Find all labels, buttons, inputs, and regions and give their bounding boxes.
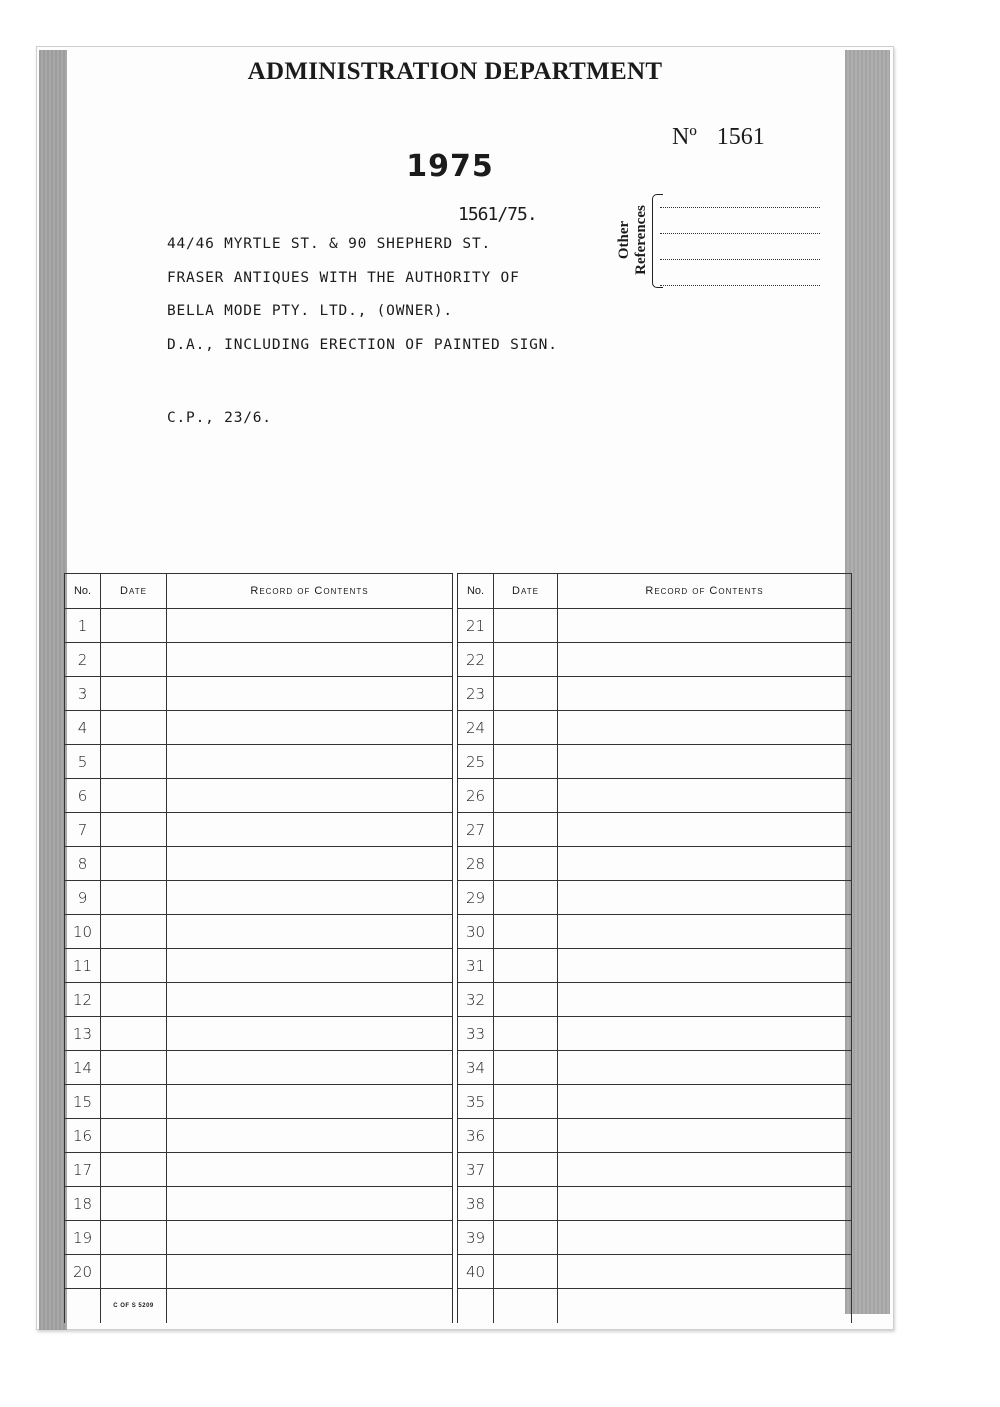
description-line: 44/46 MYRTLE ST. & 90 SHEPHERD ST. (167, 236, 492, 252)
date-cell[interactable] (494, 677, 558, 711)
table-row (65, 847, 852, 881)
row-number: 13 (65, 1017, 101, 1051)
contents-cell[interactable] (558, 711, 852, 745)
header-contents: Record of Contents (167, 574, 453, 609)
contents-cell[interactable] (558, 1187, 852, 1221)
header-no: No. (458, 574, 494, 609)
file-number (672, 124, 765, 151)
table-row (65, 1187, 852, 1221)
contents-cell[interactable] (167, 1187, 453, 1221)
file-reference: 1561/75. (458, 204, 537, 225)
other-references-block (612, 190, 660, 290)
printer-mark-cell (101, 1289, 167, 1324)
date-cell[interactable] (494, 949, 558, 983)
table-row (65, 779, 852, 813)
row-number: 4 (65, 711, 101, 745)
row-number: 2 (65, 643, 101, 677)
row-number: 30 (458, 915, 494, 949)
description-line: FRASER ANTIQUES WITH THE AUTHORITY OF (167, 270, 520, 286)
contents-cell[interactable] (558, 1255, 852, 1289)
date-cell[interactable] (494, 983, 558, 1017)
header-no: No. (65, 574, 101, 609)
date-cell[interactable] (101, 983, 167, 1017)
date-cell[interactable] (494, 1017, 558, 1051)
contents-cell[interactable] (167, 1153, 453, 1187)
contents-cell[interactable] (558, 779, 852, 813)
file-number-value: 1561 (716, 124, 765, 150)
table-row (65, 643, 852, 677)
date-cell[interactable] (494, 915, 558, 949)
contents-cell[interactable] (558, 1153, 852, 1187)
row-number: 6 (65, 779, 101, 813)
date-cell[interactable] (101, 609, 167, 643)
contents-cell[interactable] (167, 1255, 453, 1289)
row-number: 9 (65, 881, 101, 915)
brace-icon (652, 194, 663, 288)
department-title: ADMINISTRATION DEPARTMENT (247, 58, 663, 85)
other-references-label: Other References (616, 205, 649, 275)
contents-cell[interactable] (558, 1051, 852, 1085)
row-number: 22 (458, 643, 494, 677)
council-reference: C.P., 23/6. (167, 410, 272, 426)
contents-cell[interactable] (558, 813, 852, 847)
binding-strip-left (39, 50, 67, 1330)
date-cell[interactable] (101, 1221, 167, 1255)
row-number: 27 (458, 813, 494, 847)
table-row (65, 1255, 852, 1289)
contents-cell[interactable] (167, 881, 453, 915)
date-cell[interactable] (494, 1119, 558, 1153)
table-row (65, 711, 852, 745)
date-cell[interactable] (494, 745, 558, 779)
reference-line[interactable] (660, 259, 820, 260)
row-number: 24 (458, 711, 494, 745)
date-cell[interactable] (101, 1187, 167, 1221)
contents-cell[interactable] (558, 1085, 852, 1119)
contents-cell[interactable] (167, 813, 453, 847)
reference-line[interactable] (660, 285, 820, 286)
description-line: D.A., INCLUDING ERECTION OF PAINTED SIGN. (167, 337, 558, 353)
blank-cell (458, 1289, 494, 1324)
date-cell[interactable] (494, 1085, 558, 1119)
row-number: 40 (458, 1255, 494, 1289)
row-number: 35 (458, 1085, 494, 1119)
row-number: 23 (458, 677, 494, 711)
table-row (65, 1289, 852, 1324)
contents-cell[interactable] (167, 711, 453, 745)
table-row (65, 949, 852, 983)
table-row (65, 1221, 852, 1255)
date-cell[interactable] (101, 847, 167, 881)
table-row (65, 609, 852, 643)
row-number: 32 (458, 983, 494, 1017)
date-cell[interactable] (101, 1153, 167, 1187)
contents-cell[interactable] (167, 779, 453, 813)
date-cell[interactable] (101, 1017, 167, 1051)
date-cell[interactable] (101, 677, 167, 711)
date-cell[interactable] (494, 881, 558, 915)
table-row (65, 677, 852, 711)
row-number: 15 (65, 1085, 101, 1119)
date-cell[interactable] (101, 711, 167, 745)
contents-cell[interactable] (558, 949, 852, 983)
header-date: Date (101, 574, 167, 609)
blank-cell (494, 1289, 558, 1324)
file-number-label: Nº (672, 124, 697, 150)
contents-cell[interactable] (167, 915, 453, 949)
row-number: 16 (65, 1119, 101, 1153)
row-number: 37 (458, 1153, 494, 1187)
blank-cell (65, 1289, 101, 1324)
contents-cell[interactable] (167, 677, 453, 711)
row-number: 36 (458, 1119, 494, 1153)
row-number: 1 (65, 609, 101, 643)
table-row (65, 881, 852, 915)
contents-cell[interactable] (558, 1119, 852, 1153)
row-number: 10 (65, 915, 101, 949)
date-cell[interactable] (494, 711, 558, 745)
table-row (65, 1119, 852, 1153)
file-year: 1975 (406, 149, 494, 184)
table-row (65, 1017, 852, 1051)
date-cell[interactable] (494, 643, 558, 677)
row-number: 5 (65, 745, 101, 779)
row-number: 11 (65, 949, 101, 983)
row-number: 33 (458, 1017, 494, 1051)
contents-cell[interactable] (558, 1221, 852, 1255)
contents-cell[interactable] (167, 1085, 453, 1119)
reference-line[interactable] (660, 207, 820, 208)
table-row (65, 1085, 852, 1119)
blank-cell (558, 1289, 852, 1324)
row-number: 3 (65, 677, 101, 711)
contents-cell[interactable] (167, 1017, 453, 1051)
header-date: Date (494, 574, 558, 609)
table-row (65, 813, 852, 847)
row-number: 18 (65, 1187, 101, 1221)
contents-cell[interactable] (558, 1017, 852, 1051)
row-number: 19 (65, 1221, 101, 1255)
row-number: 8 (65, 847, 101, 881)
row-number: 31 (458, 949, 494, 983)
row-number: 38 (458, 1187, 494, 1221)
date-cell[interactable] (101, 915, 167, 949)
date-cell[interactable] (494, 1187, 558, 1221)
contents-cell[interactable] (167, 983, 453, 1017)
date-cell[interactable] (494, 1153, 558, 1187)
row-number: 28 (458, 847, 494, 881)
description-line: BELLA MODE PTY. LTD., (OWNER). (167, 303, 453, 319)
date-cell[interactable] (101, 1051, 167, 1085)
row-number: 25 (458, 745, 494, 779)
date-cell[interactable] (101, 813, 167, 847)
contents-cell[interactable] (558, 677, 852, 711)
contents-cell[interactable] (167, 609, 453, 643)
printer-mark: C OF S 5209 (113, 1303, 154, 1309)
row-number: 14 (65, 1051, 101, 1085)
table-row (65, 1153, 852, 1187)
record-of-contents-table (64, 573, 852, 1323)
date-cell[interactable] (494, 1051, 558, 1085)
contents-cell[interactable] (167, 1221, 453, 1255)
table-row (65, 1051, 852, 1085)
row-number: 39 (458, 1221, 494, 1255)
row-number: 7 (65, 813, 101, 847)
date-cell[interactable] (101, 881, 167, 915)
date-cell[interactable] (494, 1255, 558, 1289)
date-cell[interactable] (101, 1255, 167, 1289)
date-cell[interactable] (494, 813, 558, 847)
row-number: 20 (65, 1255, 101, 1289)
row-number: 21 (458, 609, 494, 643)
header-contents: Record of Contents (558, 574, 852, 609)
contents-cell[interactable] (558, 881, 852, 915)
contents-cell[interactable] (558, 643, 852, 677)
table-row (65, 983, 852, 1017)
table-row (65, 915, 852, 949)
contents-cell[interactable] (558, 983, 852, 1017)
contents-cell[interactable] (558, 915, 852, 949)
contents-cell[interactable] (558, 847, 852, 881)
contents-cell[interactable] (558, 745, 852, 779)
contents-cell[interactable] (167, 643, 453, 677)
date-cell[interactable] (494, 1221, 558, 1255)
date-cell[interactable] (101, 779, 167, 813)
date-cell[interactable] (494, 847, 558, 881)
reference-line[interactable] (660, 233, 820, 234)
date-cell[interactable] (101, 643, 167, 677)
table-row (65, 745, 852, 779)
date-cell[interactable] (101, 1085, 167, 1119)
contents-cell[interactable] (558, 609, 852, 643)
row-number: 26 (458, 779, 494, 813)
date-cell[interactable] (101, 949, 167, 983)
row-number: 29 (458, 881, 494, 915)
date-cell[interactable] (101, 745, 167, 779)
row-number: 17 (65, 1153, 101, 1187)
contents-cell[interactable] (167, 949, 453, 983)
contents-cell[interactable] (167, 1119, 453, 1153)
blank-cell (167, 1289, 453, 1324)
row-number: 34 (458, 1051, 494, 1085)
contents-cell[interactable] (167, 847, 453, 881)
date-cell[interactable] (494, 609, 558, 643)
contents-cell[interactable] (167, 745, 453, 779)
contents-cell[interactable] (167, 1051, 453, 1085)
row-number: 12 (65, 983, 101, 1017)
date-cell[interactable] (494, 779, 558, 813)
date-cell[interactable] (101, 1119, 167, 1153)
